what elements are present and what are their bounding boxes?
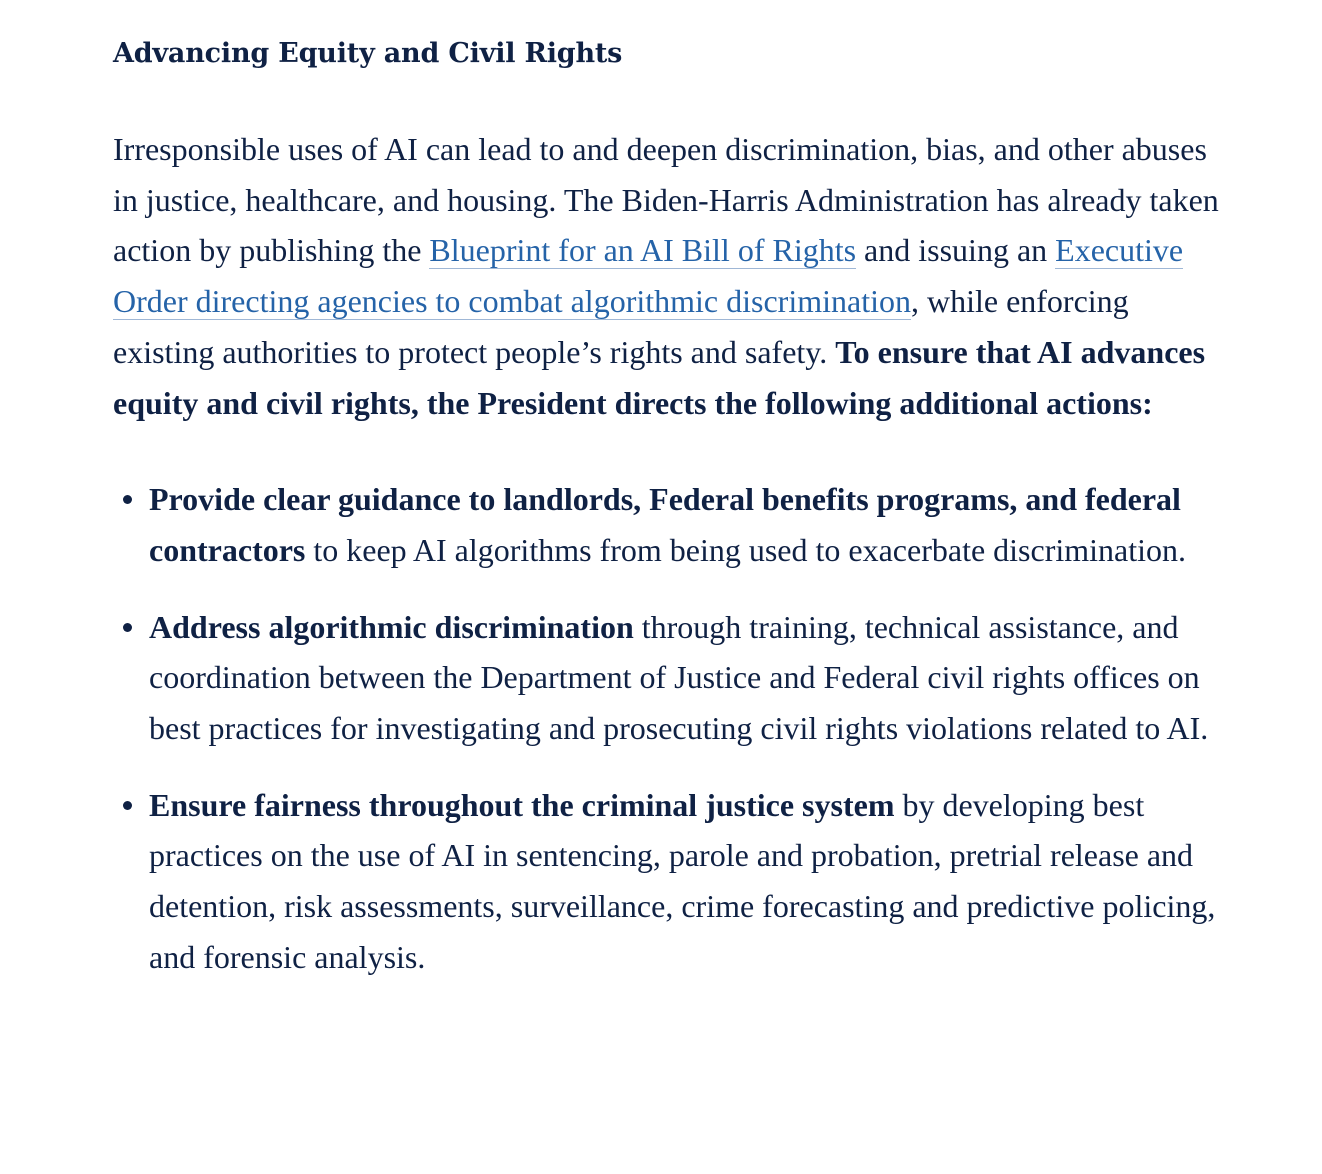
intro-text-2: and issuing an (856, 232, 1056, 269)
intro-text-3: , while enforcing existing authorities to protect people’s rights and safety. (113, 283, 1129, 370)
section-heading: Advancing Equity and Civil Rights (113, 38, 623, 69)
list-item (113, 602, 1223, 754)
bullet-icon (123, 623, 132, 632)
intro-bold-text: To ensure that AI advances equity and civil rights, the President directs the following additional actions: (113, 333, 1206, 421)
intro-text-1: Irresponsible uses of AI can lead to and deepen discrimination, bias, and other abuses in justice, healthcare, and housing. The Biden-Harris Administration has already taken action by publishing the (113, 131, 1219, 269)
action-text: to keep AI algorithms from being used to exacerbate discrimination. (305, 531, 1187, 568)
list-item (113, 474, 1223, 575)
action-bold-text: Provide clear guidance to landlords, Federal benefits programs, and federal contractors (149, 481, 1181, 568)
list-item (113, 780, 1223, 983)
action-text: by developing best practices on the use of AI in sentencing, parole and probation, pretrial release and detention, risk assessments, surveillance, crime forecasting and predictive policing, and forensic analysis. (149, 786, 1216, 975)
action-bold-text: Address algorithmic discrimination (149, 608, 634, 645)
blueprint-ai-bill-of-rights-link[interactable]: Blueprint for an AI Bill of Rights (429, 232, 857, 269)
article-section (113, 30, 1223, 1009)
action-bold-text: Ensure fairness throughout the criminal justice system (149, 786, 895, 823)
action-text: through training, technical assistance, and coordination between the Department of Justice and Federal civil rights offices on best practices for investigating and prosecuting civil rights violations related to AI. (149, 608, 1209, 747)
intro-paragraph (113, 124, 1223, 428)
bullet-icon (123, 495, 132, 504)
actions-list (113, 474, 1223, 982)
bullet-icon (123, 801, 132, 810)
executive-order-link[interactable]: Executive Order directing agencies to combat algorithmic discrimination (113, 232, 1184, 320)
